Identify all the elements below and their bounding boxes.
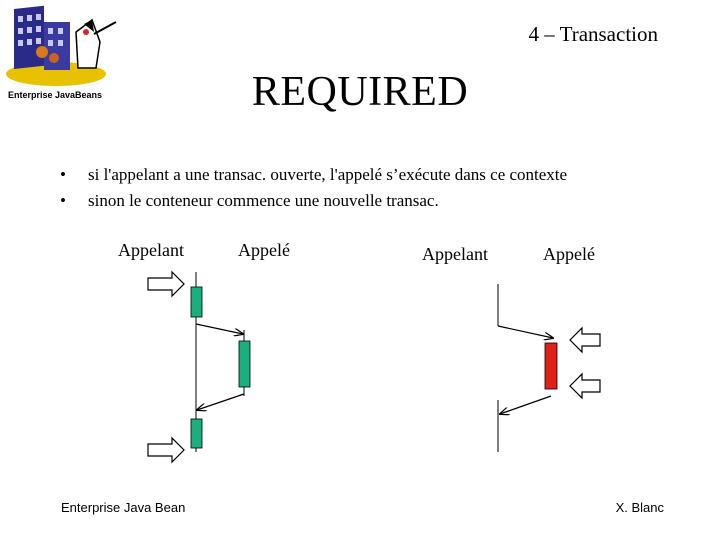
- right-tx-begin-arrow-icon: [570, 328, 600, 352]
- right-caller-label: Appelant: [422, 244, 488, 264]
- left-callee-activation: [239, 341, 250, 387]
- slide-title: REQUIRED: [251, 69, 469, 115]
- left-caller-activation-return: [191, 419, 202, 448]
- footer-right: X. Blanc: [615, 500, 664, 515]
- header-title: 4 – Transaction: [528, 22, 658, 46]
- right-call-arrow: [498, 326, 553, 338]
- right-callee-label: Appelé: [543, 244, 595, 264]
- right-return-arrow: [500, 396, 551, 414]
- left-return-arrow: [197, 394, 244, 410]
- bullet-text: sinon le conteneur commence une nouvelle transac.: [88, 191, 439, 210]
- left-call-arrow: [196, 324, 243, 334]
- left-outgoing-tx-arrow-icon: [148, 438, 184, 462]
- footer-left: Enterprise Java Bean: [61, 500, 186, 515]
- left-incoming-tx-arrow-icon: [148, 272, 184, 296]
- right-scenario: [498, 284, 600, 452]
- right-callee-activation: [545, 343, 557, 389]
- bullet-text: si l'appelant a une transac. ouverte, l'appelé s’exécute dans ce contexte: [88, 165, 568, 184]
- bullet-dot-icon: •: [60, 165, 66, 184]
- left-caller-activation: [191, 287, 202, 317]
- logo-caption: Enterprise JavaBeans: [8, 90, 103, 100]
- left-caller-label: Appelant: [118, 240, 184, 260]
- bullet-dot-icon: •: [60, 191, 66, 210]
- left-scenario: [148, 272, 250, 462]
- left-callee-label: Appelé: [238, 240, 290, 260]
- right-tx-end-arrow-icon: [570, 374, 600, 398]
